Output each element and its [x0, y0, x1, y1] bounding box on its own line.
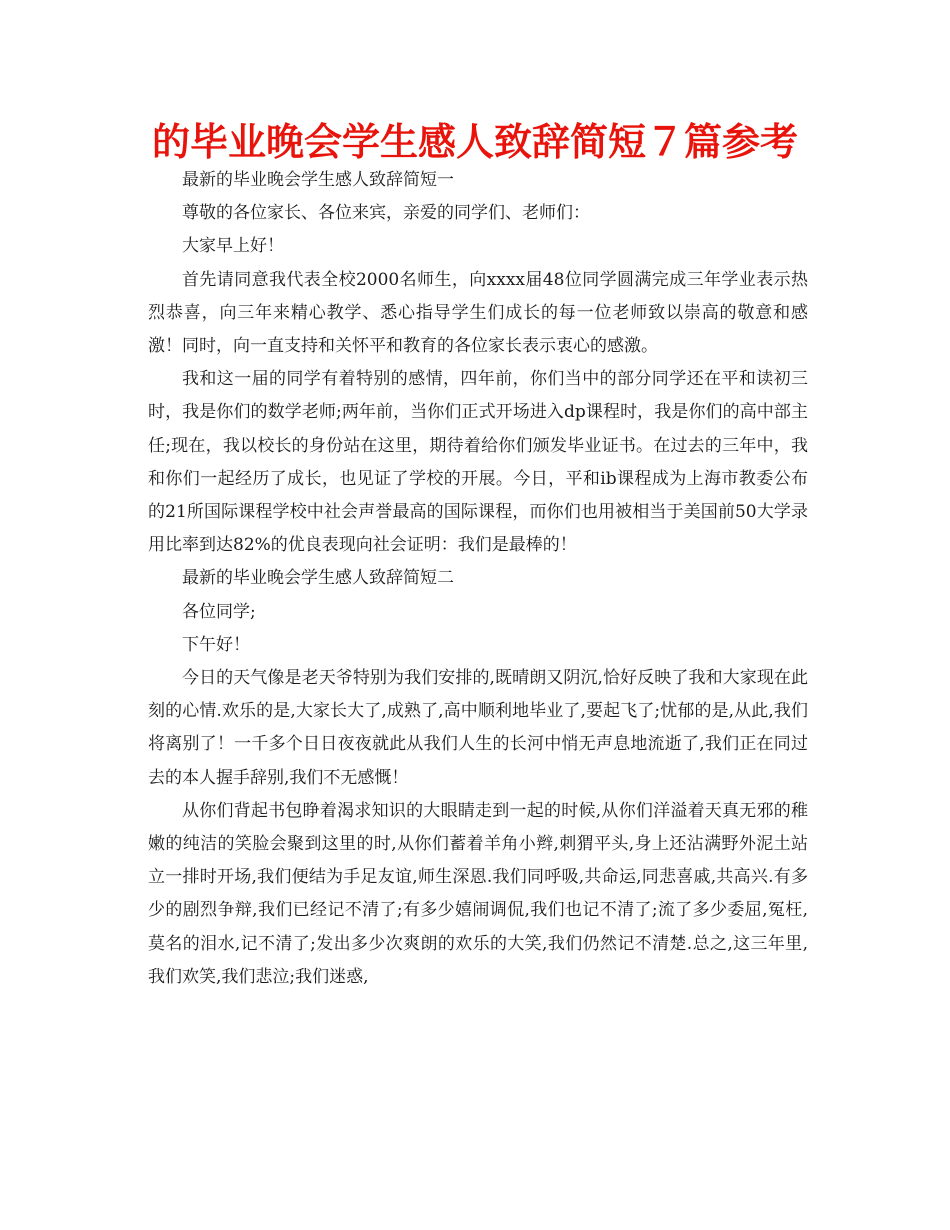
- section-heading: 最新的毕业晚会学生感人致辞简短一: [182, 170, 454, 190]
- greeting: 大家早上好！: [182, 236, 284, 257]
- section-heading: 最新的毕业晚会学生感人致辞简短二: [182, 568, 454, 589]
- body-paragraph: 我和这一届的同学有着特别的感情，四年前，你们当中的部分同学还在平和读初三时，我是你们的数学老师;两年前，当你们正式开场进入dp课程时，我是你们的高中部主任;现在，我以校长的身份站在这里，期待着给你们颁发毕业证书。在过去的三年中，我和你们一起经历了成长，也见证了学校的开展。今日，平和ib课程成为上海市教委公布的21所国际课程学校中社会声誉最高的国际课程，而你们也用被相当于美国前50大学录用比率到达82%的优良表现向社会证明：我们是最棒的！: [148, 369, 808, 556]
- body-paragraph: 首先请同意我代表全校2000名师生，向xxxx届48位同学圆满完成三年学业表示热烈恭喜，向三年来精心教学、悉心指导学生们成长的每一位老师致以崇高的敬意和感激！同时，向一直支持和关怀平和教育的各位家长表示衷心的感激。: [148, 269, 808, 357]
- body-paragraph: 从你们背起书包睁着渴求知识的大眼睛走到一起的时候,从你们洋溢着天真无邪的稚嫩的纯洁的笑脸会聚到这里的时,从你们蓄着羊角小辫,刺猬平头,身上还沾满野外泥土站立一排时开场,我们便结为手足友谊,师生深恩.我们同呼吸,共命运,同悲喜戚,共高兴.有多少的剧烈争辩,我们已经记不清了;有多少嬉闹调侃,我们也记不清了;流了多少委屈,冤枉,莫名的泪水,记不清了;发出多少次爽朗的欢乐的大笑,我们仍然记不清楚.总之,这三年里,我们欢笑,我们悲泣;我们迷惑,: [148, 800, 808, 987]
- greeting: 下午好！: [182, 634, 250, 655]
- salutation: 各位同学;: [182, 601, 256, 622]
- salutation: 尊敬的各位家长、各位来宾，亲爱的同学们、老师们：: [182, 203, 590, 224]
- document-title: 的毕业晚会学生感人致辞简短７篇参考: [151, 120, 798, 164]
- document-body: [148, 164, 808, 994]
- body-paragraph: 今日的天气像是老天爷特别为我们安排的,既晴朗又阴沉,恰好反映了我和大家现在此刻的心情.欢乐的是,大家长大了,成熟了,高中顺利地毕业了,要起飞了;忧郁的是,从此,我们将离别了！一千多个日日夜夜就此从我们人生的长河中悄无声息地流逝了,我们正在同过去的本人握手辞别,我们不无感慨！: [148, 668, 808, 788]
